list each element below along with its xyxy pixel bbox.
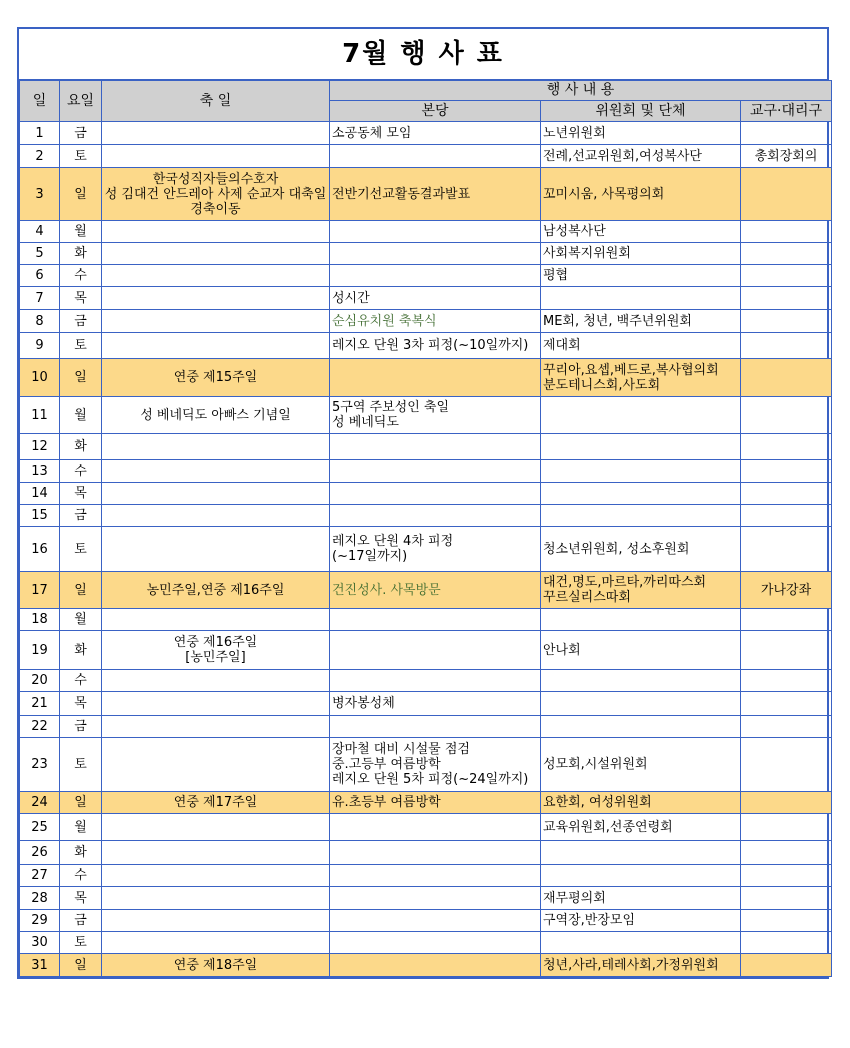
feast-cell-line: 경축이동	[190, 201, 241, 217]
weekday-cell: 수	[60, 265, 102, 287]
weekday-cell: 월	[60, 609, 102, 631]
committee-cell-line: 성모회,시설위원회	[543, 757, 648, 772]
district-cell	[741, 572, 832, 609]
header-district: 교구·대리구	[741, 101, 832, 122]
committee-cell	[541, 527, 741, 572]
committee-cell-line: 구역장,반장모임	[543, 913, 636, 928]
feast-cell	[102, 792, 330, 814]
district-cell	[741, 792, 832, 814]
main-church-cell	[330, 243, 541, 265]
committee-cell	[541, 483, 741, 505]
committee-cell-line: 평협	[543, 268, 569, 283]
district-cell	[741, 397, 832, 434]
weekday-cell: 목	[60, 287, 102, 310]
committee-cell	[541, 716, 741, 738]
table-row	[20, 670, 832, 692]
committee-cell	[541, 692, 741, 716]
header-day: 일	[20, 81, 60, 122]
feast-cell	[102, 122, 330, 145]
committee-cell	[541, 333, 741, 359]
day-cell: 28	[20, 887, 60, 910]
feast-cell	[102, 168, 330, 221]
day-cell: 1	[20, 122, 60, 145]
committee-cell	[541, 887, 741, 910]
weekday-cell: 일	[60, 792, 102, 814]
feast-cell	[102, 910, 330, 932]
table-row	[20, 122, 832, 145]
feast-cell-line: 성 김대건 안드레아 사제 순교자 대축일	[104, 186, 327, 202]
district-cell	[741, 287, 832, 310]
weekday-cell: 토	[60, 738, 102, 792]
table-row	[20, 287, 832, 310]
district-cell	[741, 333, 832, 359]
committee-cell	[541, 397, 741, 434]
day-cell: 22	[20, 716, 60, 738]
table-row	[20, 910, 832, 932]
feast-cell	[102, 631, 330, 670]
table-row	[20, 631, 832, 670]
main-church-cell-line: 순심유치원 축복식	[332, 313, 437, 329]
main-church-cell	[330, 792, 541, 814]
district-cell	[741, 483, 832, 505]
table-row	[20, 310, 832, 333]
weekday-cell: 일	[60, 168, 102, 221]
main-church-cell-line: (~17일까지)	[332, 549, 408, 564]
weekday-cell: 수	[60, 460, 102, 483]
district-cell	[741, 243, 832, 265]
table-row	[20, 792, 832, 814]
table-row	[20, 505, 832, 527]
district-cell	[741, 910, 832, 932]
day-cell: 9	[20, 333, 60, 359]
committee-cell-line: 꾸리아,요셉,베드로,복사협의회	[543, 362, 719, 378]
table-row	[20, 460, 832, 483]
committee-cell	[541, 932, 741, 954]
feast-cell	[102, 738, 330, 792]
committee-cell	[541, 738, 741, 792]
weekday-cell: 금	[60, 505, 102, 527]
main-church-cell	[330, 910, 541, 932]
main-church-cell	[330, 716, 541, 738]
main-church-cell	[330, 333, 541, 359]
feast-cell	[102, 460, 330, 483]
committee-cell-line: 사회복지위원회	[543, 246, 631, 261]
feast-cell-line: 연중 제16주일	[173, 635, 258, 650]
weekday-cell: 토	[60, 527, 102, 572]
table-row	[20, 841, 832, 865]
page-title: 7월 행 사 표	[19, 29, 827, 80]
weekday-cell: 토	[60, 932, 102, 954]
district-cell	[741, 670, 832, 692]
feast-cell	[102, 310, 330, 333]
table-row	[20, 359, 832, 397]
table-row	[20, 434, 832, 460]
weekday-cell: 토	[60, 333, 102, 359]
header-feast: 축 일	[102, 81, 330, 122]
weekday-cell: 금	[60, 716, 102, 738]
table-row	[20, 932, 832, 954]
district-cell	[741, 631, 832, 670]
district-cell	[741, 310, 832, 333]
committee-cell	[541, 631, 741, 670]
weekday-cell: 월	[60, 814, 102, 841]
feast-cell	[102, 505, 330, 527]
day-cell: 25	[20, 814, 60, 841]
committee-cell-line: 전례,선교위원회,여성복사단	[543, 148, 702, 164]
main-church-cell	[330, 814, 541, 841]
feast-cell	[102, 243, 330, 265]
main-church-cell	[330, 483, 541, 505]
feast-cell	[102, 483, 330, 505]
committee-cell	[541, 814, 741, 841]
main-church-cell	[330, 527, 541, 572]
feast-cell	[102, 434, 330, 460]
feast-cell	[102, 954, 330, 977]
day-cell: 10	[20, 359, 60, 397]
day-cell: 15	[20, 505, 60, 527]
main-church-cell	[330, 841, 541, 865]
weekday-cell: 일	[60, 572, 102, 609]
main-church-cell-line: 5구역 주보성인 축일	[332, 400, 449, 415]
feast-cell	[102, 359, 330, 397]
weekday-cell: 화	[60, 631, 102, 670]
day-cell: 11	[20, 397, 60, 434]
table-row	[20, 865, 832, 887]
day-cell: 29	[20, 910, 60, 932]
day-cell: 31	[20, 954, 60, 977]
main-church-cell	[330, 670, 541, 692]
district-cell	[741, 692, 832, 716]
table-row	[20, 692, 832, 716]
weekday-cell: 화	[60, 841, 102, 865]
table-row	[20, 168, 832, 221]
main-church-cell	[330, 572, 541, 609]
district-cell-line: 가나강좌	[760, 582, 812, 598]
main-church-cell	[330, 505, 541, 527]
weekday-cell: 수	[60, 670, 102, 692]
district-cell	[741, 265, 832, 287]
district-cell	[741, 122, 832, 145]
weekday-cell: 금	[60, 310, 102, 333]
table-row	[20, 145, 832, 168]
feast-cell	[102, 145, 330, 168]
header-main-church: 본당	[330, 101, 541, 122]
main-church-cell-line: 전반기선교활동결과발표	[332, 186, 471, 202]
day-cell: 24	[20, 792, 60, 814]
weekday-cell: 월	[60, 397, 102, 434]
committee-cell	[541, 954, 741, 977]
feast-cell-line: [농민주일]	[185, 650, 246, 665]
main-church-cell	[330, 631, 541, 670]
main-church-cell-line: 소공동체 모임	[332, 125, 412, 141]
main-church-cell	[330, 122, 541, 145]
committee-cell	[541, 265, 741, 287]
district-cell	[741, 865, 832, 887]
table-row	[20, 527, 832, 572]
district-cell-line: 총회장회의	[754, 148, 818, 164]
schedule-body	[20, 122, 832, 977]
weekday-cell: 금	[60, 910, 102, 932]
district-cell	[741, 460, 832, 483]
committee-cell-line: 청년,사라,테레사회,가정위원회	[543, 957, 719, 973]
main-church-cell-line: 성시간	[332, 290, 370, 306]
weekday-cell: 목	[60, 483, 102, 505]
main-church-cell	[330, 865, 541, 887]
weekday-cell: 목	[60, 887, 102, 910]
main-church-cell	[330, 265, 541, 287]
feast-cell	[102, 841, 330, 865]
table-row	[20, 397, 832, 434]
header-weekday: 요일	[60, 81, 102, 122]
committee-cell-line: 안나회	[543, 642, 581, 658]
committee-cell	[541, 243, 741, 265]
weekday-cell: 토	[60, 145, 102, 168]
day-cell: 2	[20, 145, 60, 168]
feast-cell	[102, 932, 330, 954]
main-church-cell	[330, 460, 541, 483]
feast-cell	[102, 814, 330, 841]
feast-cell	[102, 865, 330, 887]
day-cell: 13	[20, 460, 60, 483]
committee-cell	[541, 609, 741, 631]
district-cell	[741, 527, 832, 572]
district-cell	[741, 609, 832, 631]
district-cell	[741, 145, 832, 168]
day-cell: 30	[20, 932, 60, 954]
feast-cell	[102, 716, 330, 738]
table-row	[20, 954, 832, 977]
day-cell: 6	[20, 265, 60, 287]
district-cell	[741, 716, 832, 738]
main-church-cell	[330, 609, 541, 631]
feast-cell	[102, 333, 330, 359]
main-church-cell	[330, 434, 541, 460]
main-church-cell-line: 건진성사. 사목방문	[332, 582, 441, 598]
district-cell	[741, 887, 832, 910]
feast-cell-line: 한국성직자들의수호자	[152, 171, 279, 187]
day-cell: 12	[20, 434, 60, 460]
feast-cell	[102, 609, 330, 631]
table-row	[20, 814, 832, 841]
main-church-cell-line: 성 베네딕도	[332, 415, 399, 430]
district-cell	[741, 954, 832, 977]
main-church-cell	[330, 932, 541, 954]
day-cell: 8	[20, 310, 60, 333]
weekday-cell: 일	[60, 954, 102, 977]
feast-cell	[102, 287, 330, 310]
main-church-cell	[330, 287, 541, 310]
table-row	[20, 265, 832, 287]
committee-cell-line: 제대회	[543, 338, 581, 353]
committee-cell-line: 남성복사단	[543, 224, 606, 239]
committee-cell	[541, 505, 741, 527]
main-church-cell	[330, 887, 541, 910]
committee-cell	[541, 359, 741, 397]
weekday-cell: 금	[60, 122, 102, 145]
main-church-cell-line: 유.초등부 여름방학	[332, 795, 441, 810]
day-cell: 3	[20, 168, 60, 221]
main-church-cell	[330, 310, 541, 333]
day-cell: 5	[20, 243, 60, 265]
feast-cell	[102, 572, 330, 609]
table-row	[20, 243, 832, 265]
district-cell	[741, 505, 832, 527]
header-events: 행 사 내 용	[330, 81, 832, 101]
header-committees: 위원회 및 단체	[541, 101, 741, 122]
day-cell: 16	[20, 527, 60, 572]
district-cell	[741, 814, 832, 841]
main-church-cell	[330, 359, 541, 397]
committee-cell-line: 대건,명도,마르타,까리따스회	[543, 575, 707, 590]
committee-cell-line: 꼬미시움, 사목평의회	[543, 186, 665, 202]
feast-cell	[102, 265, 330, 287]
feast-cell	[102, 221, 330, 243]
weekday-cell: 목	[60, 692, 102, 716]
feast-cell-line: 농민주일,연중 제16주일	[146, 582, 285, 598]
day-cell: 27	[20, 865, 60, 887]
weekday-cell: 화	[60, 434, 102, 460]
committee-cell-line: 재무평의회	[543, 890, 606, 906]
feast-cell-line: 성 베네딕도 아빠스 기념일	[140, 407, 291, 423]
feast-cell-line: 연중 제17주일	[173, 795, 258, 810]
table-row	[20, 738, 832, 792]
day-cell: 20	[20, 670, 60, 692]
day-cell: 26	[20, 841, 60, 865]
committee-cell	[541, 865, 741, 887]
committee-cell	[541, 221, 741, 243]
committee-cell-line: 분도테니스회,사도회	[543, 377, 661, 393]
feast-cell	[102, 527, 330, 572]
main-church-cell	[330, 221, 541, 243]
main-church-cell	[330, 397, 541, 434]
main-church-cell-line: 레지오 단원 3차 피정(~10일까지)	[332, 338, 529, 353]
district-cell	[741, 841, 832, 865]
schedule-sheet	[17, 27, 829, 979]
committee-cell	[541, 122, 741, 145]
feast-cell-line: 연중 제18주일	[173, 957, 258, 973]
main-church-cell-line: 중.고등부 여름방학	[332, 757, 441, 772]
table-row	[20, 609, 832, 631]
committee-cell-line: 청소년위원회, 성소후원회	[543, 541, 690, 557]
district-cell	[741, 359, 832, 397]
district-cell	[741, 168, 832, 221]
main-church-cell	[330, 738, 541, 792]
table-row	[20, 572, 832, 609]
day-cell: 4	[20, 221, 60, 243]
committee-cell	[541, 572, 741, 609]
district-cell	[741, 434, 832, 460]
committee-cell	[541, 670, 741, 692]
main-church-cell	[330, 692, 541, 716]
committee-cell	[541, 910, 741, 932]
committee-cell	[541, 460, 741, 483]
committee-cell	[541, 434, 741, 460]
feast-cell	[102, 397, 330, 434]
table-row	[20, 716, 832, 738]
committee-cell	[541, 168, 741, 221]
main-church-cell	[330, 168, 541, 221]
main-church-cell-line: 장마철 대비 시설물 점검	[332, 742, 470, 757]
committee-cell	[541, 841, 741, 865]
feast-cell	[102, 692, 330, 716]
day-cell: 21	[20, 692, 60, 716]
main-church-cell-line: 레지오 단원 5차 피정(~24일까지)	[332, 772, 529, 787]
committee-cell	[541, 145, 741, 168]
weekday-cell: 월	[60, 221, 102, 243]
day-cell: 7	[20, 287, 60, 310]
weekday-cell: 수	[60, 865, 102, 887]
committee-cell-line: 요한회, 여성위원회	[543, 795, 652, 810]
main-church-cell	[330, 954, 541, 977]
main-church-cell	[330, 145, 541, 168]
day-cell: 19	[20, 631, 60, 670]
main-church-cell-line: 병자봉성체	[332, 696, 395, 711]
committee-cell	[541, 287, 741, 310]
district-cell	[741, 738, 832, 792]
day-cell: 23	[20, 738, 60, 792]
committee-cell-line: ME회, 청년, 백주년위원회	[543, 313, 692, 329]
table-row	[20, 887, 832, 910]
committee-cell-line: 노년위원회	[543, 125, 606, 141]
feast-cell	[102, 670, 330, 692]
table-row	[20, 483, 832, 505]
main-church-cell-line: 레지오 단원 4차 피정	[332, 534, 454, 549]
committee-cell-line: 꾸르실리스따회	[543, 590, 631, 605]
weekday-cell: 일	[60, 359, 102, 397]
committee-cell	[541, 310, 741, 333]
table-row	[20, 221, 832, 243]
day-cell: 14	[20, 483, 60, 505]
schedule-table	[19, 80, 832, 977]
day-cell: 18	[20, 609, 60, 631]
committee-cell	[541, 792, 741, 814]
district-cell	[741, 932, 832, 954]
feast-cell-line: 연중 제15주일	[173, 370, 258, 385]
committee-cell-line: 교육위원회,선종연령회	[543, 819, 673, 835]
day-cell: 17	[20, 572, 60, 609]
table-row	[20, 333, 832, 359]
feast-cell	[102, 887, 330, 910]
district-cell	[741, 221, 832, 243]
weekday-cell: 화	[60, 243, 102, 265]
